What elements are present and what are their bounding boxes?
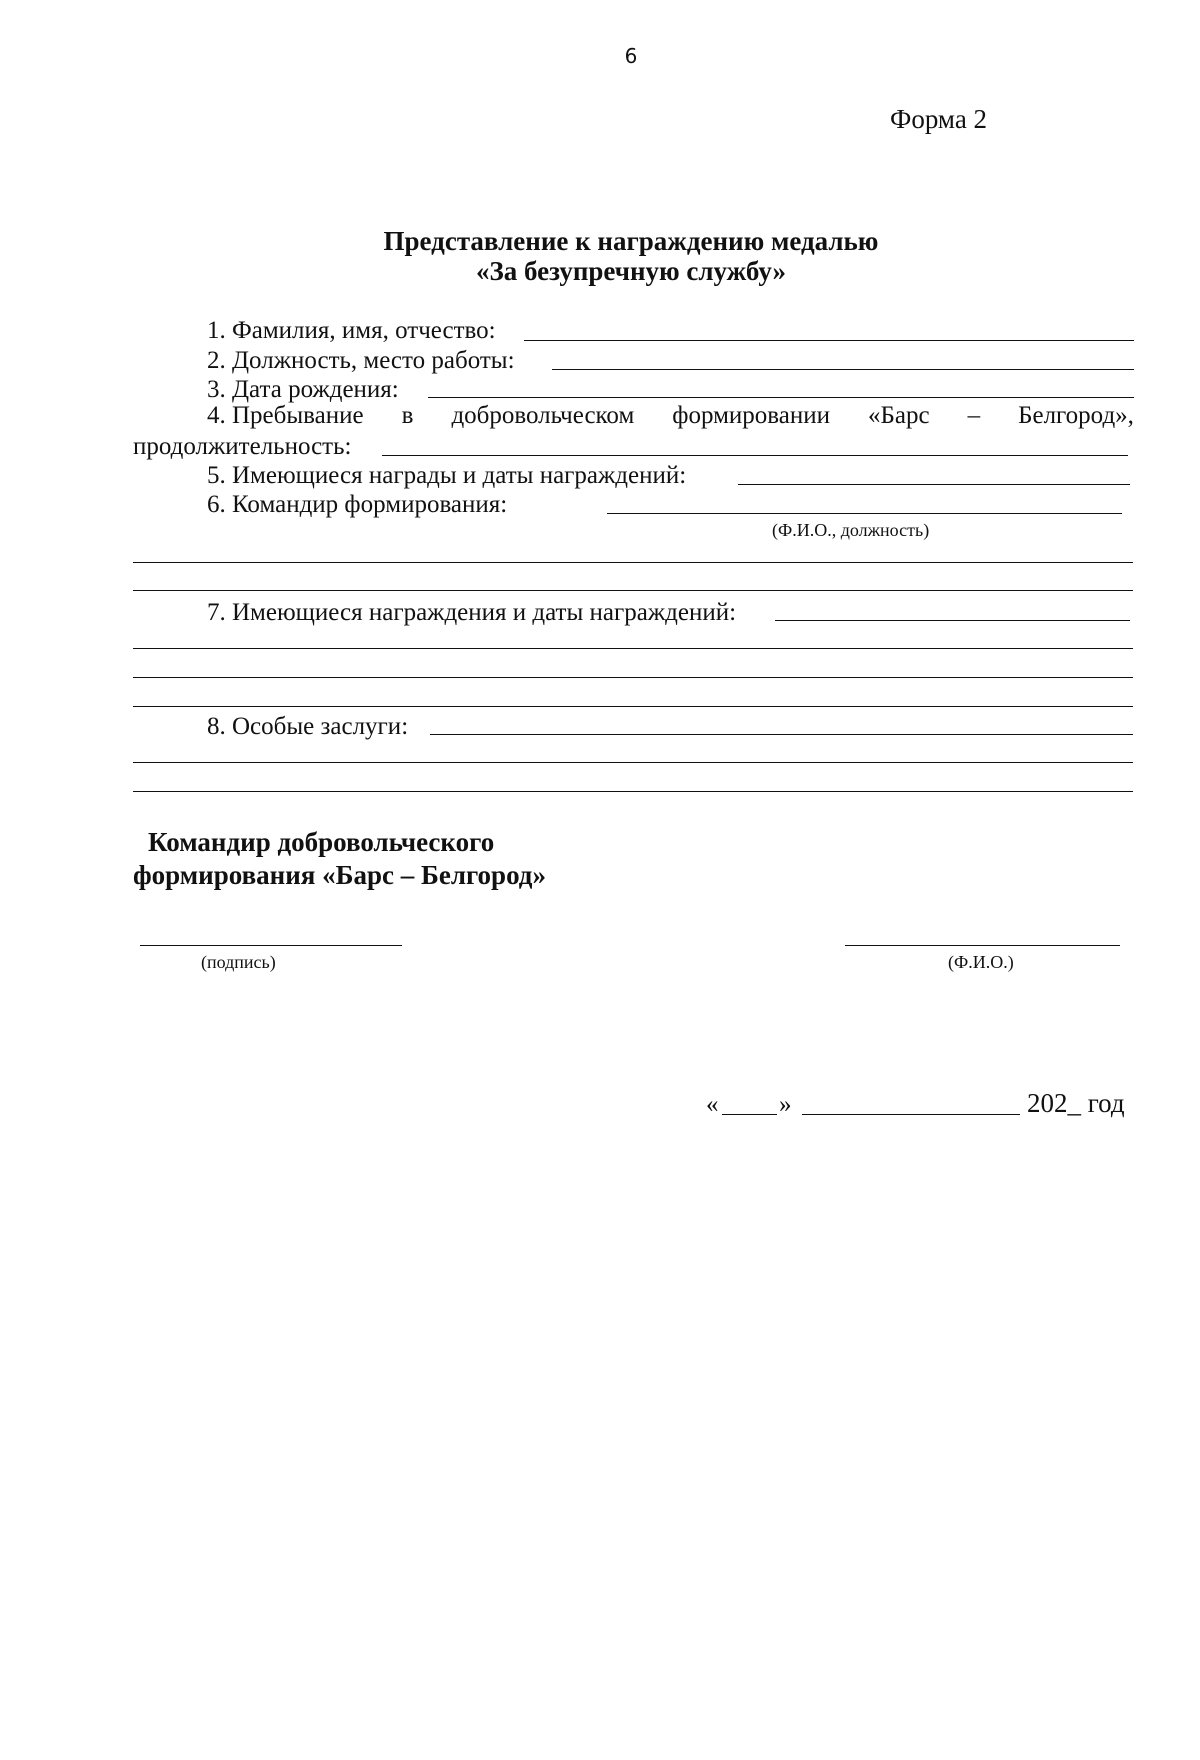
item-5-field[interactable]: [738, 484, 1130, 485]
date-year: 202_ год: [1027, 1088, 1125, 1118]
item-2-label: 2. Должность, место работы:: [207, 347, 515, 374]
date-day-field[interactable]: [722, 1114, 777, 1115]
item-7-extra-line[interactable]: [133, 648, 1133, 649]
form-label: Форма 2: [890, 104, 988, 134]
item-7-extra-line[interactable]: [133, 677, 1133, 678]
page-number: 6: [624, 44, 638, 68]
signature-line[interactable]: [140, 945, 402, 946]
item-2-field[interactable]: [552, 369, 1134, 370]
item-8-extra-line[interactable]: [133, 762, 1133, 763]
date-close-quote: »: [779, 1091, 792, 1118]
item-4-word: формировании: [672, 402, 831, 429]
name-caption: (Ф.И.О.): [948, 952, 1014, 972]
item-7-extra-line[interactable]: [133, 706, 1133, 707]
item-4-label: [207, 402, 1134, 430]
signature-caption: (подпись): [201, 952, 276, 972]
document-title-line-1: Представление к награждению медалью: [383, 226, 879, 256]
item-1-label: 1. Фамилия, имя, отчество:: [207, 317, 496, 344]
commander-title-line-2: формирования «Барс – Белгород»: [133, 860, 546, 890]
item-3-label: 3. Дата рождения:: [207, 376, 399, 403]
item-6-caption: (Ф.И.О., должность): [772, 520, 930, 540]
item-8-field[interactable]: [430, 734, 1133, 735]
document-title-line-2: «За безупречную службу»: [475, 256, 787, 286]
date-month-field[interactable]: [802, 1114, 1020, 1115]
item-1-field[interactable]: [524, 340, 1134, 341]
item-6-extra-line[interactable]: [133, 590, 1133, 591]
commander-title-line-1: Командир добровольческого: [148, 827, 495, 857]
item-6-field[interactable]: [607, 513, 1122, 514]
date-open-quote: «: [706, 1091, 719, 1118]
item-4-word: –: [967, 402, 981, 429]
item-8-label: 8. Особые заслуги:: [207, 713, 409, 740]
item-7-field[interactable]: [775, 620, 1130, 621]
item-4-word: 4. Пребывание: [207, 402, 364, 429]
item-4-word: в: [401, 402, 414, 429]
item-5-label: 5. Имеющиеся награды и даты награждений:: [207, 462, 687, 489]
item-4-word: Белгород»,: [1018, 402, 1134, 429]
item-7-label: 7. Имеющиеся награждения и даты награждений:: [207, 599, 737, 626]
item-3-field[interactable]: [428, 397, 1134, 398]
item-6-extra-line[interactable]: [133, 562, 1133, 563]
item-6-label: 6. Командир формирования:: [207, 491, 508, 518]
item-4-word: добровольческом: [451, 402, 635, 429]
item-4-field[interactable]: [382, 455, 1128, 456]
item-4-continuation: продолжительность:: [133, 433, 352, 460]
item-8-extra-line[interactable]: [133, 791, 1133, 792]
item-4-word: «Барс: [868, 402, 930, 429]
name-line[interactable]: [845, 945, 1120, 946]
